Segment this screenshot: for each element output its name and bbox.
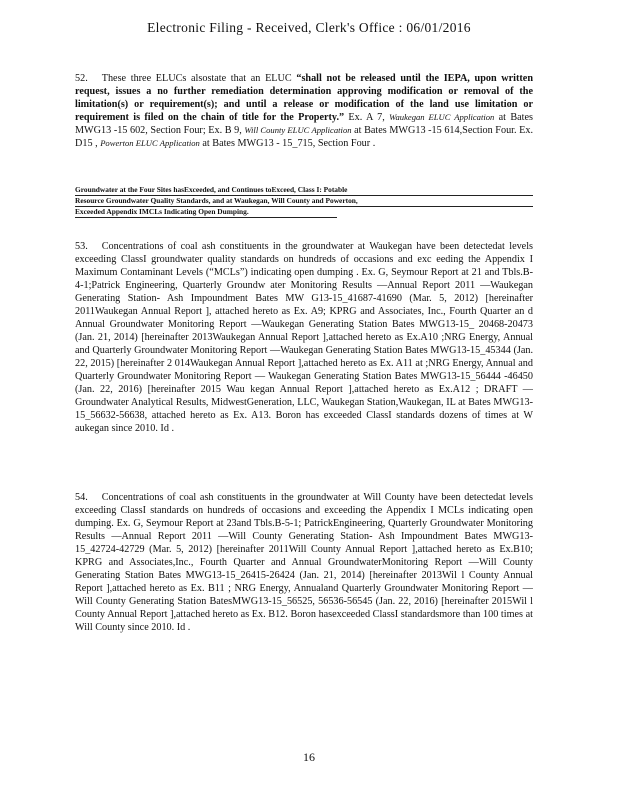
- citation-italic: Waukegan ELUC Application: [389, 112, 495, 122]
- paragraph-text: at Bates MWG13 -15 614,Section Four. Ex. D15 ,: [75, 125, 534, 149]
- heading-underline: [75, 195, 533, 196]
- paragraph-text: at Bates MWG13 - 15_715, Section Four .: [199, 138, 376, 149]
- paragraph-text: Concentrations of coal ash constituents in the groundwater at Will County have been detectedat levels exceeding ClassI standards on hundreds of occasions and exceeding the Appendix I MCLs indicating open dumping. Ex. G, Seymour Report at 23and Tbls.B-5-1; PatrickEngineering, Quarterly Groundwater Monitoring Results —Annual Report 2011 —Will County Generating Station- Ash Impoundment Bates MWG13-15_42724-42729 (Mar. 5, 2012) [hereinafter 2011Will County Annual Report ],attached hereto as Ex.B10; KPRG and Associates,Inc., Fourth Quarter and Annual GroundwaterMonitoring Report —Will County Generating Station Bates MWG13-15_26415-26424 (Jan. 21, 2014) [hereinafter 2013Wil l County Annual Report ],attached hereto as Ex. B11 ; NRG Energy, Annualand Quarterly Groundwater Monitoring Report —Will County Generating Station BatesMWG13-15_56525, 56536-56545 (Jan. 22, 2016) [hereinafter 2015Wil l County Annual Report ],attached hereto as Ex. B12. Boron hasexceeded ClassI standardsmore than 100 times at Will County since 2010. Id .: [75, 492, 533, 633]
- section-heading: [75, 184, 515, 217]
- paragraph-text: Concentrations of coal ash constituents in the groundwater at Waukegan have been detectedat levels exceeding ClassI groundwater quality standards on hundreds of occasions and exc eeding the Appendix I Maximum Contaminant Levels (“MCLs”) indicating open dumping . Ex. G, Seymour Report at 21 and Tbls.B-4-1;Patrick Engineering, Quarterly Groundw ater Monitoring Results —Annual Report 2011 —Waukegan Generating Station- Ash Impoundment Bates MW G13-15_41687-41690 (Mar. 5, 2012) [hereinafter 2011Waukegan Annual Report ], attached hereto as Ex. A9; KPRG and Associates, Inc., Fourth Quarter an d Annual Groundwater Monitoring Report —Waukegan Generating Station Bates MWG13-15_ 20468-20473 (Jan. 21, 2014) [hereinafter 2013Waukegan Annual Report ],attached hereto as Ex.A10 ;NRG Energy, Annual and Quarterly Groundwater Monitoring Report —Waukegan Generating Station Bates MWG13-15_45344 (Jan. 22, 2015) [hereinafter 2 014Waukegan Annual Report ],attached hereto as Ex. A11 at ;NRG Energy, Annual and Quarterly Groundwater Monitoring Report — Waukegan Generating Station Bates MWG13-15_56444 -46450 (Jan. 22, 2016) [hereinafter 2015 Wau kegan Annual Report ],attached hereto as Ex.A12 ; DRAFT —Groundwater Analytical Results, MidwestGeneration, LLC, Waukegan Station,Waukegan, IL at Bates MWG13- 15_56632-56638, attached hereto as Ex. A13. Boron has exceeded ClassI standards dozens of times at W aukegan since 2010. Id .: [75, 241, 533, 434]
- page-number: 16: [303, 750, 315, 764]
- heading-line: Groundwater at the Four Sites hasExceeded, and Continues toExceed, Class I: Potable: [75, 185, 348, 194]
- paragraph-text: Ex. A 7,: [344, 112, 390, 123]
- paragraph-number: 52.: [75, 73, 88, 84]
- quoted-bold-text: “shall not be released until the IEPA, upon written request, issues a no further remediation determination approving modification or removal of the limitation(s) or requirement(s); and until a release or modification of the land use limitation or requirement is filed on the chain of title for the Property.”: [75, 73, 533, 123]
- heading-line: Resource Groundwater Quality Standards, and at Waukegan, Will County and Powerton,: [75, 196, 358, 205]
- paragraph-number: 54.: [75, 492, 88, 503]
- heading-underline: [75, 206, 533, 207]
- paragraph-52: [75, 72, 533, 150]
- citation-italic: Powerton ELUC Application: [100, 138, 200, 148]
- paragraph-text: These three ELUCs alsostate that an ELUC: [101, 73, 297, 84]
- paragraph-text: at Bates MWG13 -15 602, Section Four; Ex. B 9,: [75, 112, 533, 136]
- paragraph-54: [75, 491, 533, 634]
- filing-stamp-header: Electronic Filing - Received, Clerk's Office : 06/01/2016: [147, 20, 471, 35]
- citation-italic: Will County ELUC Application: [244, 125, 352, 135]
- heading-line: Exceeded Appendix IMCLs Indicating Open Dumping.: [75, 207, 249, 216]
- paragraph-53: [75, 240, 533, 435]
- paragraph-number: 53.: [75, 241, 88, 252]
- heading-underline: [75, 217, 337, 218]
